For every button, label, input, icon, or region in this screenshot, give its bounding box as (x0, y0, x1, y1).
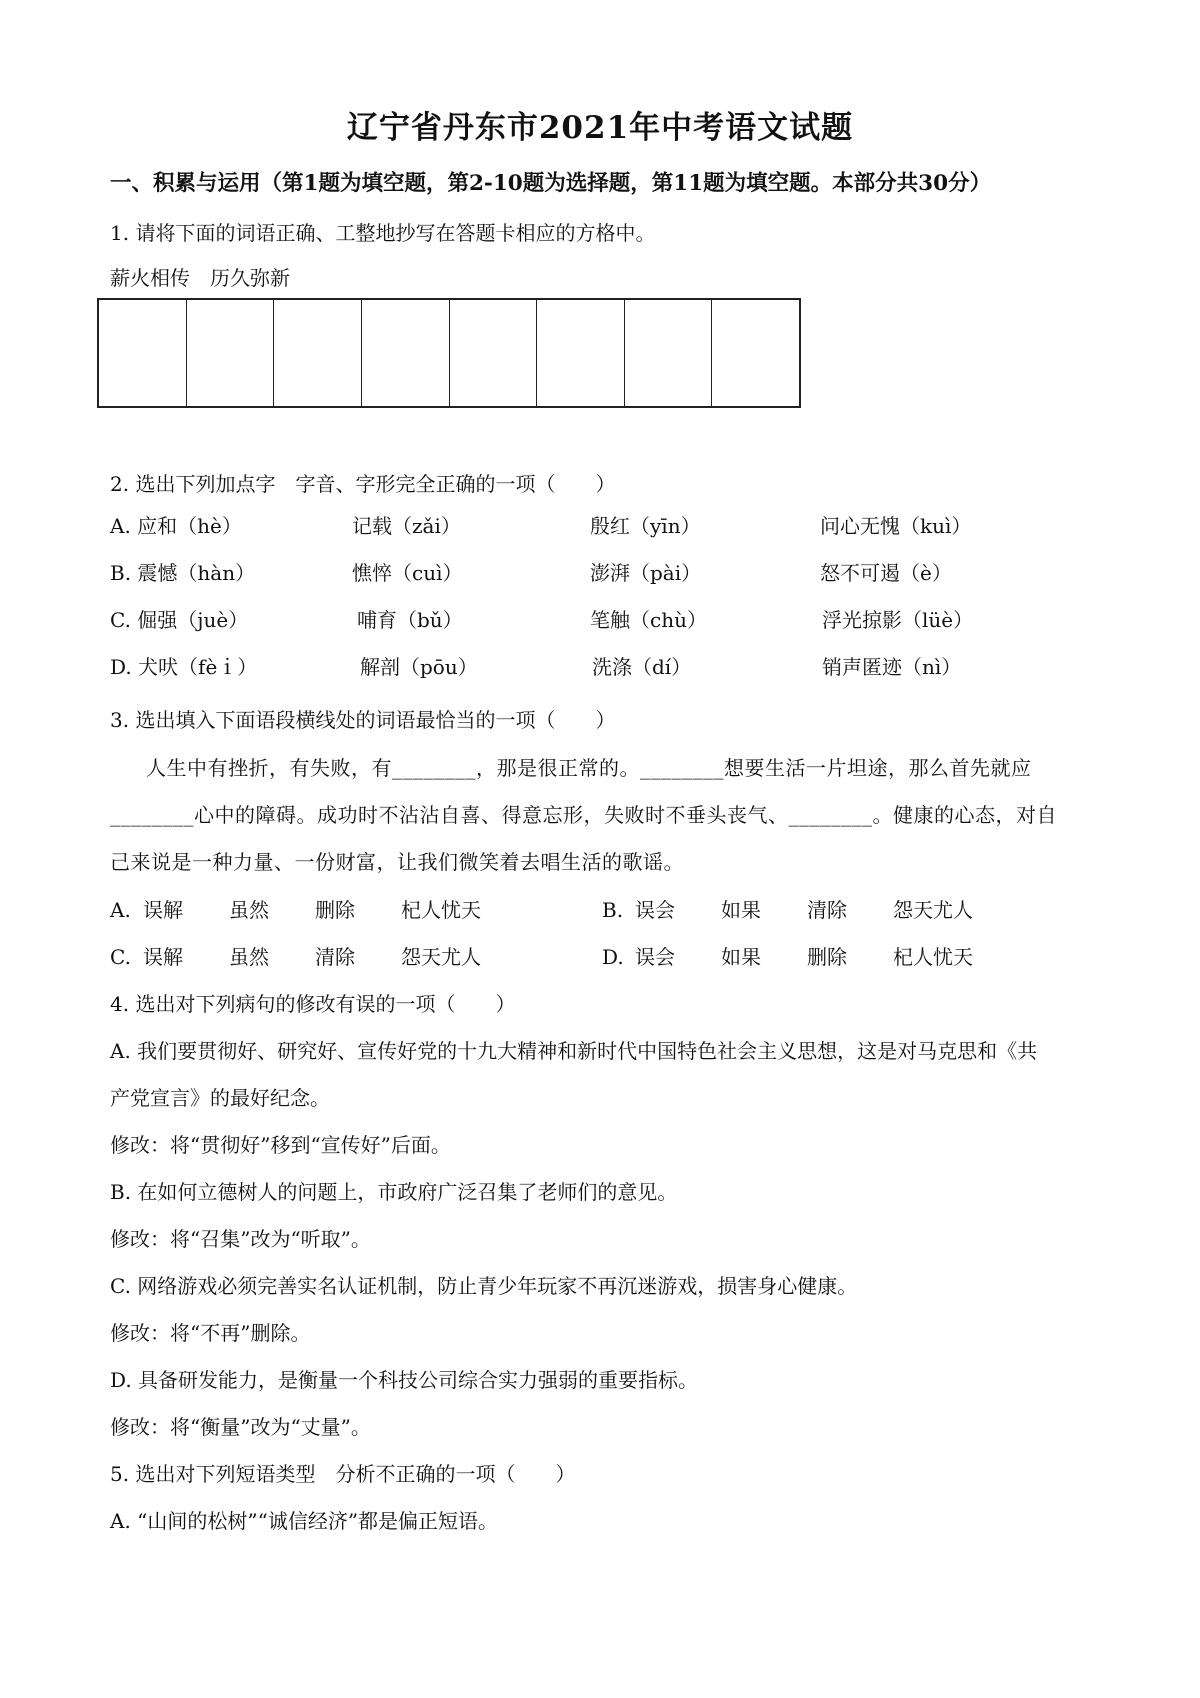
option-letter: C. (110, 945, 131, 969)
option-letter: D. (602, 945, 624, 969)
q4-line: D. 具备研发能力，是衡量一个科技公司综合实力强弱的重要指标。 (110, 1368, 699, 1392)
grid-cell[interactable] (99, 300, 187, 406)
grid-cell[interactable] (274, 300, 362, 406)
q3-passage-line-1: 人生中有挫折，有失败，有________，那是很正常的。________想要生活一片坦途，那么首先就应 (146, 756, 1032, 780)
q2-option-a-4: 问心无愧（kuì） (820, 514, 972, 538)
option-word: 如果 (721, 898, 761, 922)
q3-option-b (602, 894, 973, 923)
q2-option-c-1: C. 倔强（juè） (110, 608, 249, 632)
answer-grid (97, 298, 801, 408)
q2-option-d-2: 解剖（pōu） (360, 655, 478, 679)
option-word: 杞人忧天 (401, 898, 481, 922)
q2-option-a-1: A. 应和（hè） (110, 514, 242, 538)
question-4-stem: 4. 选出对下列病句的修改有误的一项（ ） (110, 992, 516, 1016)
q4-line: 修改：将“不再”删除。 (110, 1321, 311, 1345)
q2-option-c-2: 哺育（bǔ） (357, 608, 463, 632)
q4-line: C. 网络游戏必须完善实名认证机制，防止青少年玩家不再沉迷游戏，损害身心健康。 (110, 1274, 858, 1298)
q2-option-d-1: D. 犬吠（fèｉ） (110, 655, 258, 679)
q4-line: 修改：将“贯彻好”移到“宣传好”后面。 (110, 1133, 451, 1157)
grid-cell[interactable] (625, 300, 713, 406)
q4-line: 修改：将“召集”改为“听取”。 (110, 1227, 371, 1251)
grid-cell[interactable] (362, 300, 450, 406)
option-word: 如果 (721, 945, 761, 969)
q3-option-d (602, 941, 973, 970)
option-word: 虽然 (229, 898, 269, 922)
q4-line: 修改：将“衡量”改为“丈量”。 (110, 1415, 371, 1439)
q4-line: B. 在如何立德树人的问题上，市政府广泛召集了老师们的意见。 (110, 1180, 678, 1204)
q3-option-c (110, 941, 481, 970)
option-letter: A. (110, 898, 131, 922)
q2-option-b-1: B. 震憾（hàn） (110, 561, 256, 585)
q2-option-c-3: 笔触（chù） (590, 608, 707, 632)
option-word: 虽然 (229, 945, 269, 969)
section-heading: 一、积累与运用（第1题为填空题，第2-10题为选择题，第11题为填空题。本部分共30分） (110, 171, 992, 196)
question-5-stem: 5. 选出对下列短语类型 分析不正确的一项（ ） (110, 1462, 576, 1486)
option-word: 删除 (807, 945, 847, 969)
grid-cell[interactable] (712, 300, 799, 406)
grid-cell[interactable] (450, 300, 538, 406)
option-word: 清除 (807, 898, 847, 922)
option-word: 怨天尤人 (401, 945, 481, 969)
option-word: 清除 (315, 945, 355, 969)
q2-option-a-2: 记载（zǎi） (352, 514, 461, 538)
q2-option-b-4: 怒不可遏（è） (820, 561, 952, 585)
option-word: 误会 (635, 898, 675, 922)
question-1-stem: 1. 请将下面的词语正确、工整地抄写在答题卡相应的方格中。 (110, 221, 656, 245)
option-word: 杞人忧天 (893, 945, 973, 969)
q3-option-a (110, 894, 481, 923)
q2-option-b-2: 憔悴（cuì） (352, 561, 463, 585)
question-3-stem: 3. 选出填入下面语段横线处的词语最恰当的一项（ ） (110, 708, 616, 732)
grid-cell[interactable] (187, 300, 275, 406)
q3-passage-line-2: ________心中的障碍。成功时不沾沾自喜、得意忘形，失败时不垂头丧气、________。健康的心态，对自 (110, 803, 1057, 827)
option-word: 误解 (143, 898, 183, 922)
q2-option-b-3: 澎湃（pài） (590, 561, 702, 585)
q4-line: 产党宣言》的最好纪念。 (110, 1086, 330, 1110)
q2-option-d-3: 洗涤（dí） (592, 655, 692, 679)
option-word: 误解 (143, 945, 183, 969)
q5-line: A. “山间的松树”“诚信经济”都是偏正短语。 (110, 1509, 499, 1533)
q2-option-c-4: 浮光掠影（lüè） (822, 608, 974, 632)
option-word: 怨天尤人 (893, 898, 973, 922)
option-word: 误会 (635, 945, 675, 969)
question-2-stem: 2. 选出下列加点字 字音、字形完全正确的一项（ ） (110, 472, 616, 496)
question-1-words: 薪火相传 历久弥新 (110, 266, 290, 290)
q3-passage-line-3: 己来说是一种力量、一份财富，让我们微笑着去唱生活的歌谣。 (110, 850, 684, 874)
page-title: 辽宁省丹东市2021年中考语文试题 (346, 110, 854, 146)
option-word: 删除 (315, 898, 355, 922)
q2-option-d-4: 销声匿迹（nì） (822, 655, 962, 679)
option-letter: B. (602, 898, 624, 922)
grid-cell[interactable] (537, 300, 625, 406)
q2-option-a-3: 殷红（yīn） (590, 514, 701, 538)
q4-line: A. 我们要贯彻好、研究好、宣传好党的十九大精神和新时代中国特色社会主义思想，这是对马克思和《共 (110, 1039, 1038, 1063)
